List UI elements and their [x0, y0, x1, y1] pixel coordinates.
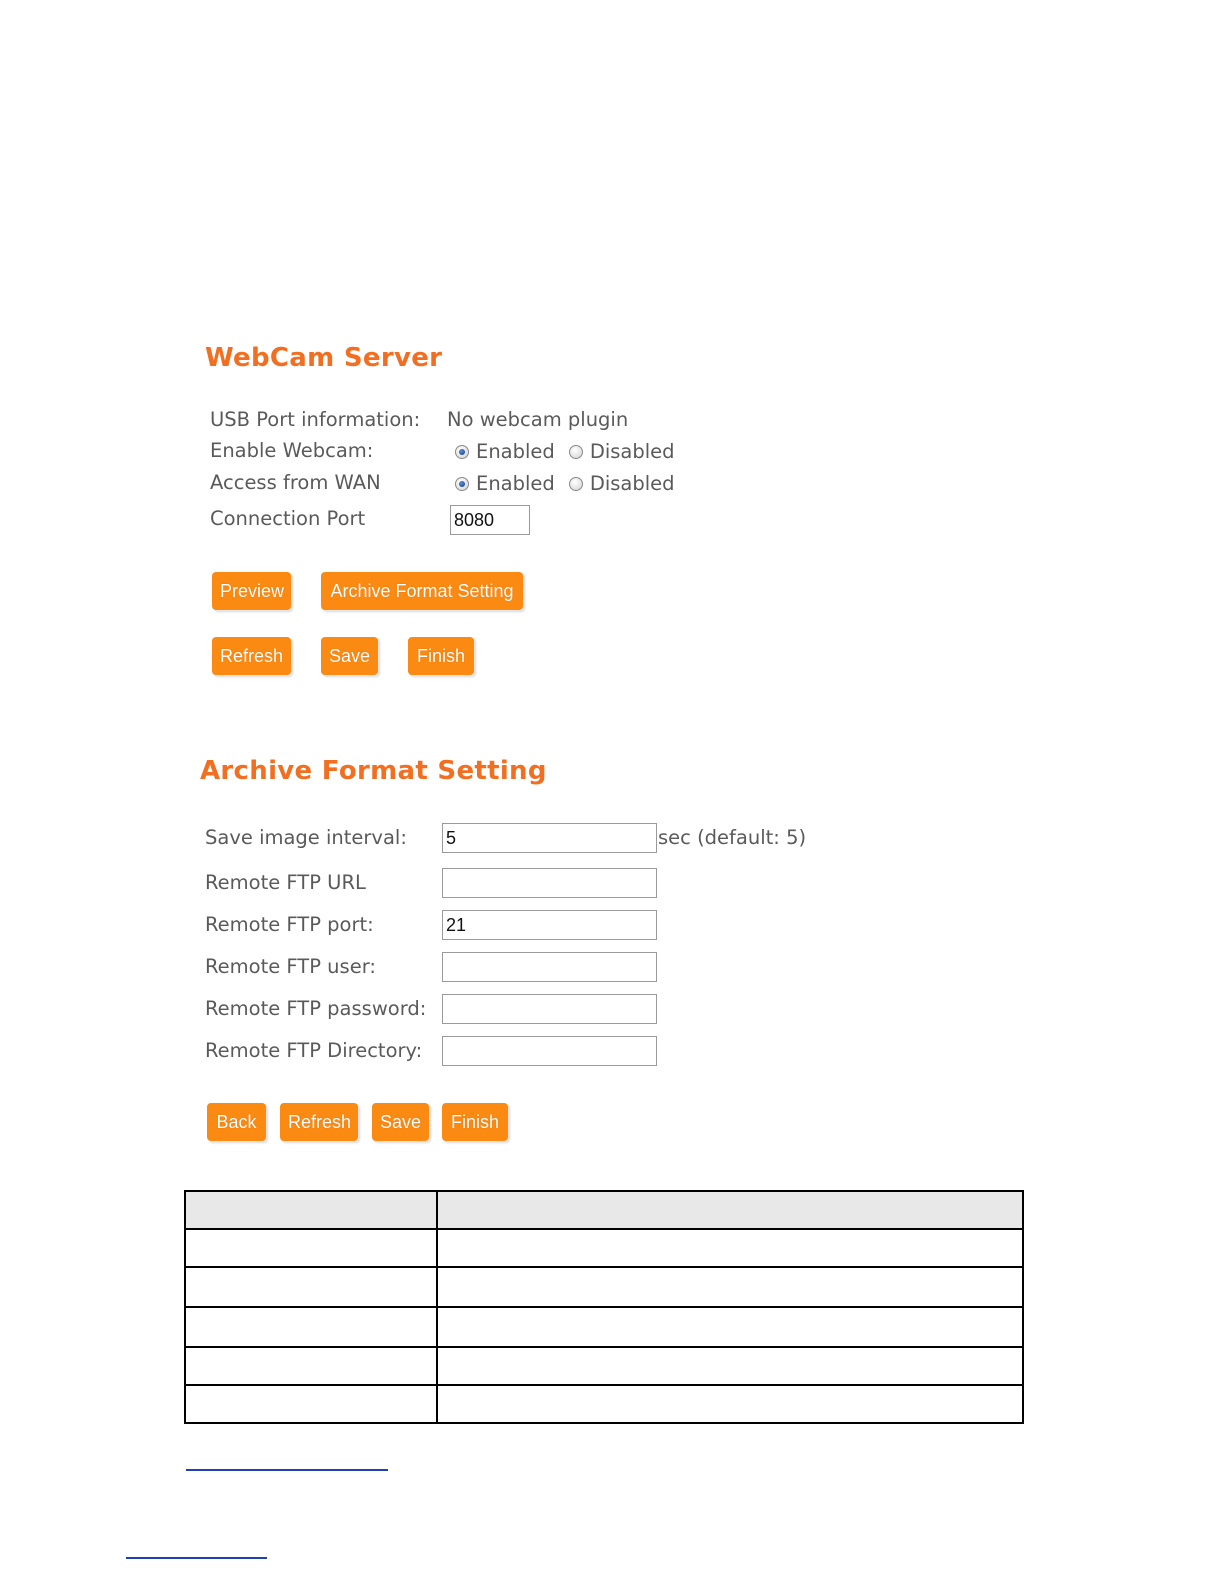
ftp-user-label: Remote FTP user: — [205, 955, 376, 978]
webcam-server-title: WebCam Server — [205, 343, 443, 373]
table-cell — [437, 1267, 1023, 1307]
archive-format-title: Archive Format Setting — [200, 756, 547, 786]
save-button[interactable]: Save — [321, 637, 378, 675]
ftp-password-input[interactable] — [442, 994, 657, 1024]
usb-port-value: No webcam plugin — [447, 408, 629, 431]
ftp-password-label: Remote FTP password: — [205, 997, 427, 1020]
archive-format-setting-button[interactable]: Archive Format Setting — [321, 572, 523, 610]
access-wan-disabled-label: Disabled — [589, 472, 675, 495]
enable-webcam-enabled-radio[interactable] — [455, 445, 469, 459]
archive-save-button[interactable]: Save — [372, 1103, 429, 1141]
save-interval-label: Save image interval: — [205, 826, 407, 849]
table-row — [185, 1267, 1023, 1307]
link-underline[interactable] — [186, 1469, 388, 1471]
refresh-button[interactable]: Refresh — [212, 637, 291, 675]
enable-webcam-enabled-label: Enabled — [476, 440, 555, 463]
connection-port-label: Connection Port — [210, 507, 366, 530]
back-button[interactable]: Back — [207, 1103, 266, 1141]
enable-webcam-disabled-label: Disabled — [589, 440, 675, 463]
ftp-user-input[interactable] — [442, 952, 657, 982]
save-interval-input[interactable]: 5 — [442, 823, 657, 853]
table-cell — [437, 1229, 1023, 1267]
table-cell — [185, 1307, 437, 1347]
access-wan-label: Access from WAN — [210, 471, 381, 494]
usb-port-label: USB Port information: — [210, 408, 421, 431]
enable-webcam-disabled-radio[interactable] — [569, 445, 583, 459]
archive-refresh-button[interactable]: Refresh — [280, 1103, 358, 1141]
ftp-directory-label: Remote FTP Directory: — [205, 1039, 423, 1062]
table-header-row — [185, 1191, 1023, 1229]
table-row — [185, 1229, 1023, 1267]
finish-button[interactable]: Finish — [408, 637, 474, 675]
ftp-directory-input[interactable] — [442, 1036, 657, 1066]
table-cell — [185, 1229, 437, 1267]
access-wan-enabled-label: Enabled — [476, 472, 555, 495]
enable-webcam-radio-group — [455, 440, 675, 463]
table-cell — [437, 1307, 1023, 1347]
access-wan-enabled-radio[interactable] — [455, 477, 469, 491]
ftp-url-input[interactable] — [442, 868, 657, 898]
access-wan-radio-group — [455, 472, 675, 495]
save-interval-suffix: sec (default: 5) — [658, 826, 807, 849]
table-header-cell — [185, 1191, 437, 1229]
table-cell — [185, 1347, 437, 1385]
access-wan-disabled-radio[interactable] — [569, 477, 583, 491]
table-cell — [185, 1267, 437, 1307]
table-row — [185, 1307, 1023, 1347]
archive-finish-button[interactable]: Finish — [442, 1103, 508, 1141]
preview-button[interactable]: Preview — [212, 572, 291, 610]
table-row — [185, 1347, 1023, 1385]
enable-webcam-label: Enable Webcam: — [210, 439, 374, 462]
table-cell — [437, 1347, 1023, 1385]
ftp-port-input[interactable]: 21 — [442, 910, 657, 940]
ftp-port-label: Remote FTP port: — [205, 913, 374, 936]
footnote-underline[interactable] — [126, 1557, 267, 1559]
ftp-url-label: Remote FTP URL — [205, 871, 366, 894]
parameter-table — [184, 1190, 1024, 1424]
table-cell — [437, 1385, 1023, 1423]
table-cell — [185, 1385, 437, 1423]
connection-port-input[interactable]: 8080 — [450, 505, 530, 535]
table-header-cell — [437, 1191, 1023, 1229]
table-row — [185, 1385, 1023, 1423]
